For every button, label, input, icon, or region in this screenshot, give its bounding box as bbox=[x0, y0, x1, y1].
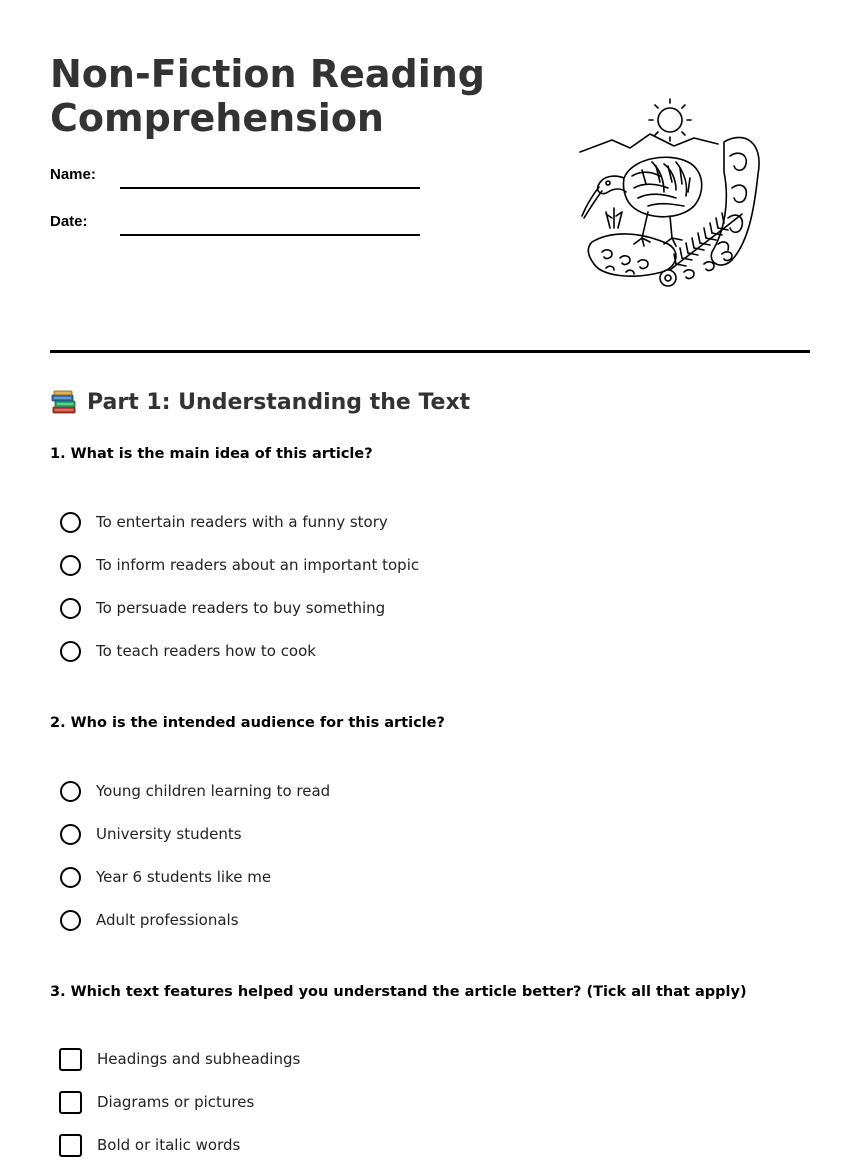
date-label: Date: bbox=[50, 213, 88, 230]
q1-option-3[interactable] bbox=[60, 595, 385, 621]
q3-option-2[interactable] bbox=[60, 1089, 254, 1115]
option-label: Headings and subheadings bbox=[97, 1050, 301, 1068]
option-label: Year 6 students like me bbox=[96, 868, 272, 886]
radio-button[interactable] bbox=[60, 910, 81, 931]
section-divider bbox=[50, 350, 810, 353]
option-label: To persuade readers to buy something bbox=[96, 599, 386, 617]
name-field[interactable] bbox=[120, 187, 420, 189]
q1-option-4[interactable] bbox=[60, 638, 316, 664]
option-label: University students bbox=[96, 825, 242, 843]
option-label: To teach readers how to cook bbox=[96, 642, 316, 660]
option-label: Young children learning to read bbox=[96, 782, 331, 800]
option-label: Diagrams or pictures bbox=[97, 1093, 255, 1111]
radio-button[interactable] bbox=[60, 867, 81, 888]
title-line-1: Non-Fiction Reading bbox=[50, 52, 485, 96]
q2-option-2[interactable] bbox=[60, 821, 242, 847]
option-label: Bold or italic words bbox=[97, 1136, 241, 1154]
radio-button[interactable] bbox=[60, 781, 81, 802]
checkbox[interactable] bbox=[59, 1091, 82, 1114]
checkbox[interactable] bbox=[59, 1134, 82, 1157]
worksheet-title bbox=[50, 52, 520, 140]
date-field[interactable] bbox=[120, 234, 420, 236]
question-3: 3. Which text features helped you understand the article better? (Tick all that apply) bbox=[50, 984, 747, 1000]
part-1-heading-text: Part 1: Understanding the Text bbox=[87, 389, 471, 415]
radio-button[interactable] bbox=[60, 598, 81, 619]
option-label: To entertain readers with a funny story bbox=[96, 513, 388, 531]
q2-option-4[interactable] bbox=[60, 907, 239, 933]
radio-button[interactable] bbox=[60, 555, 81, 576]
option-label: Adult professionals bbox=[96, 911, 239, 929]
q2-option-1[interactable] bbox=[60, 778, 330, 804]
name-label: Name: bbox=[50, 166, 96, 183]
option-label: To inform readers about an important topic bbox=[96, 556, 420, 574]
q3-option-3[interactable] bbox=[60, 1132, 240, 1158]
q3-option-1[interactable] bbox=[60, 1046, 300, 1072]
checkbox[interactable] bbox=[59, 1048, 82, 1071]
kiwi-bird-icon bbox=[572, 92, 772, 297]
part-1-heading bbox=[50, 388, 470, 416]
books-icon bbox=[50, 388, 78, 416]
radio-button[interactable] bbox=[60, 641, 81, 662]
radio-button[interactable] bbox=[60, 824, 81, 845]
title-line-2: Comprehension bbox=[50, 96, 384, 140]
question-1: 1. What is the main idea of this article? bbox=[50, 446, 373, 462]
radio-button[interactable] bbox=[60, 512, 81, 533]
q1-option-2[interactable] bbox=[60, 552, 419, 578]
q2-option-3[interactable] bbox=[60, 864, 271, 890]
q1-option-1[interactable] bbox=[60, 509, 388, 535]
question-2: 2. Who is the intended audience for this article? bbox=[50, 715, 445, 731]
